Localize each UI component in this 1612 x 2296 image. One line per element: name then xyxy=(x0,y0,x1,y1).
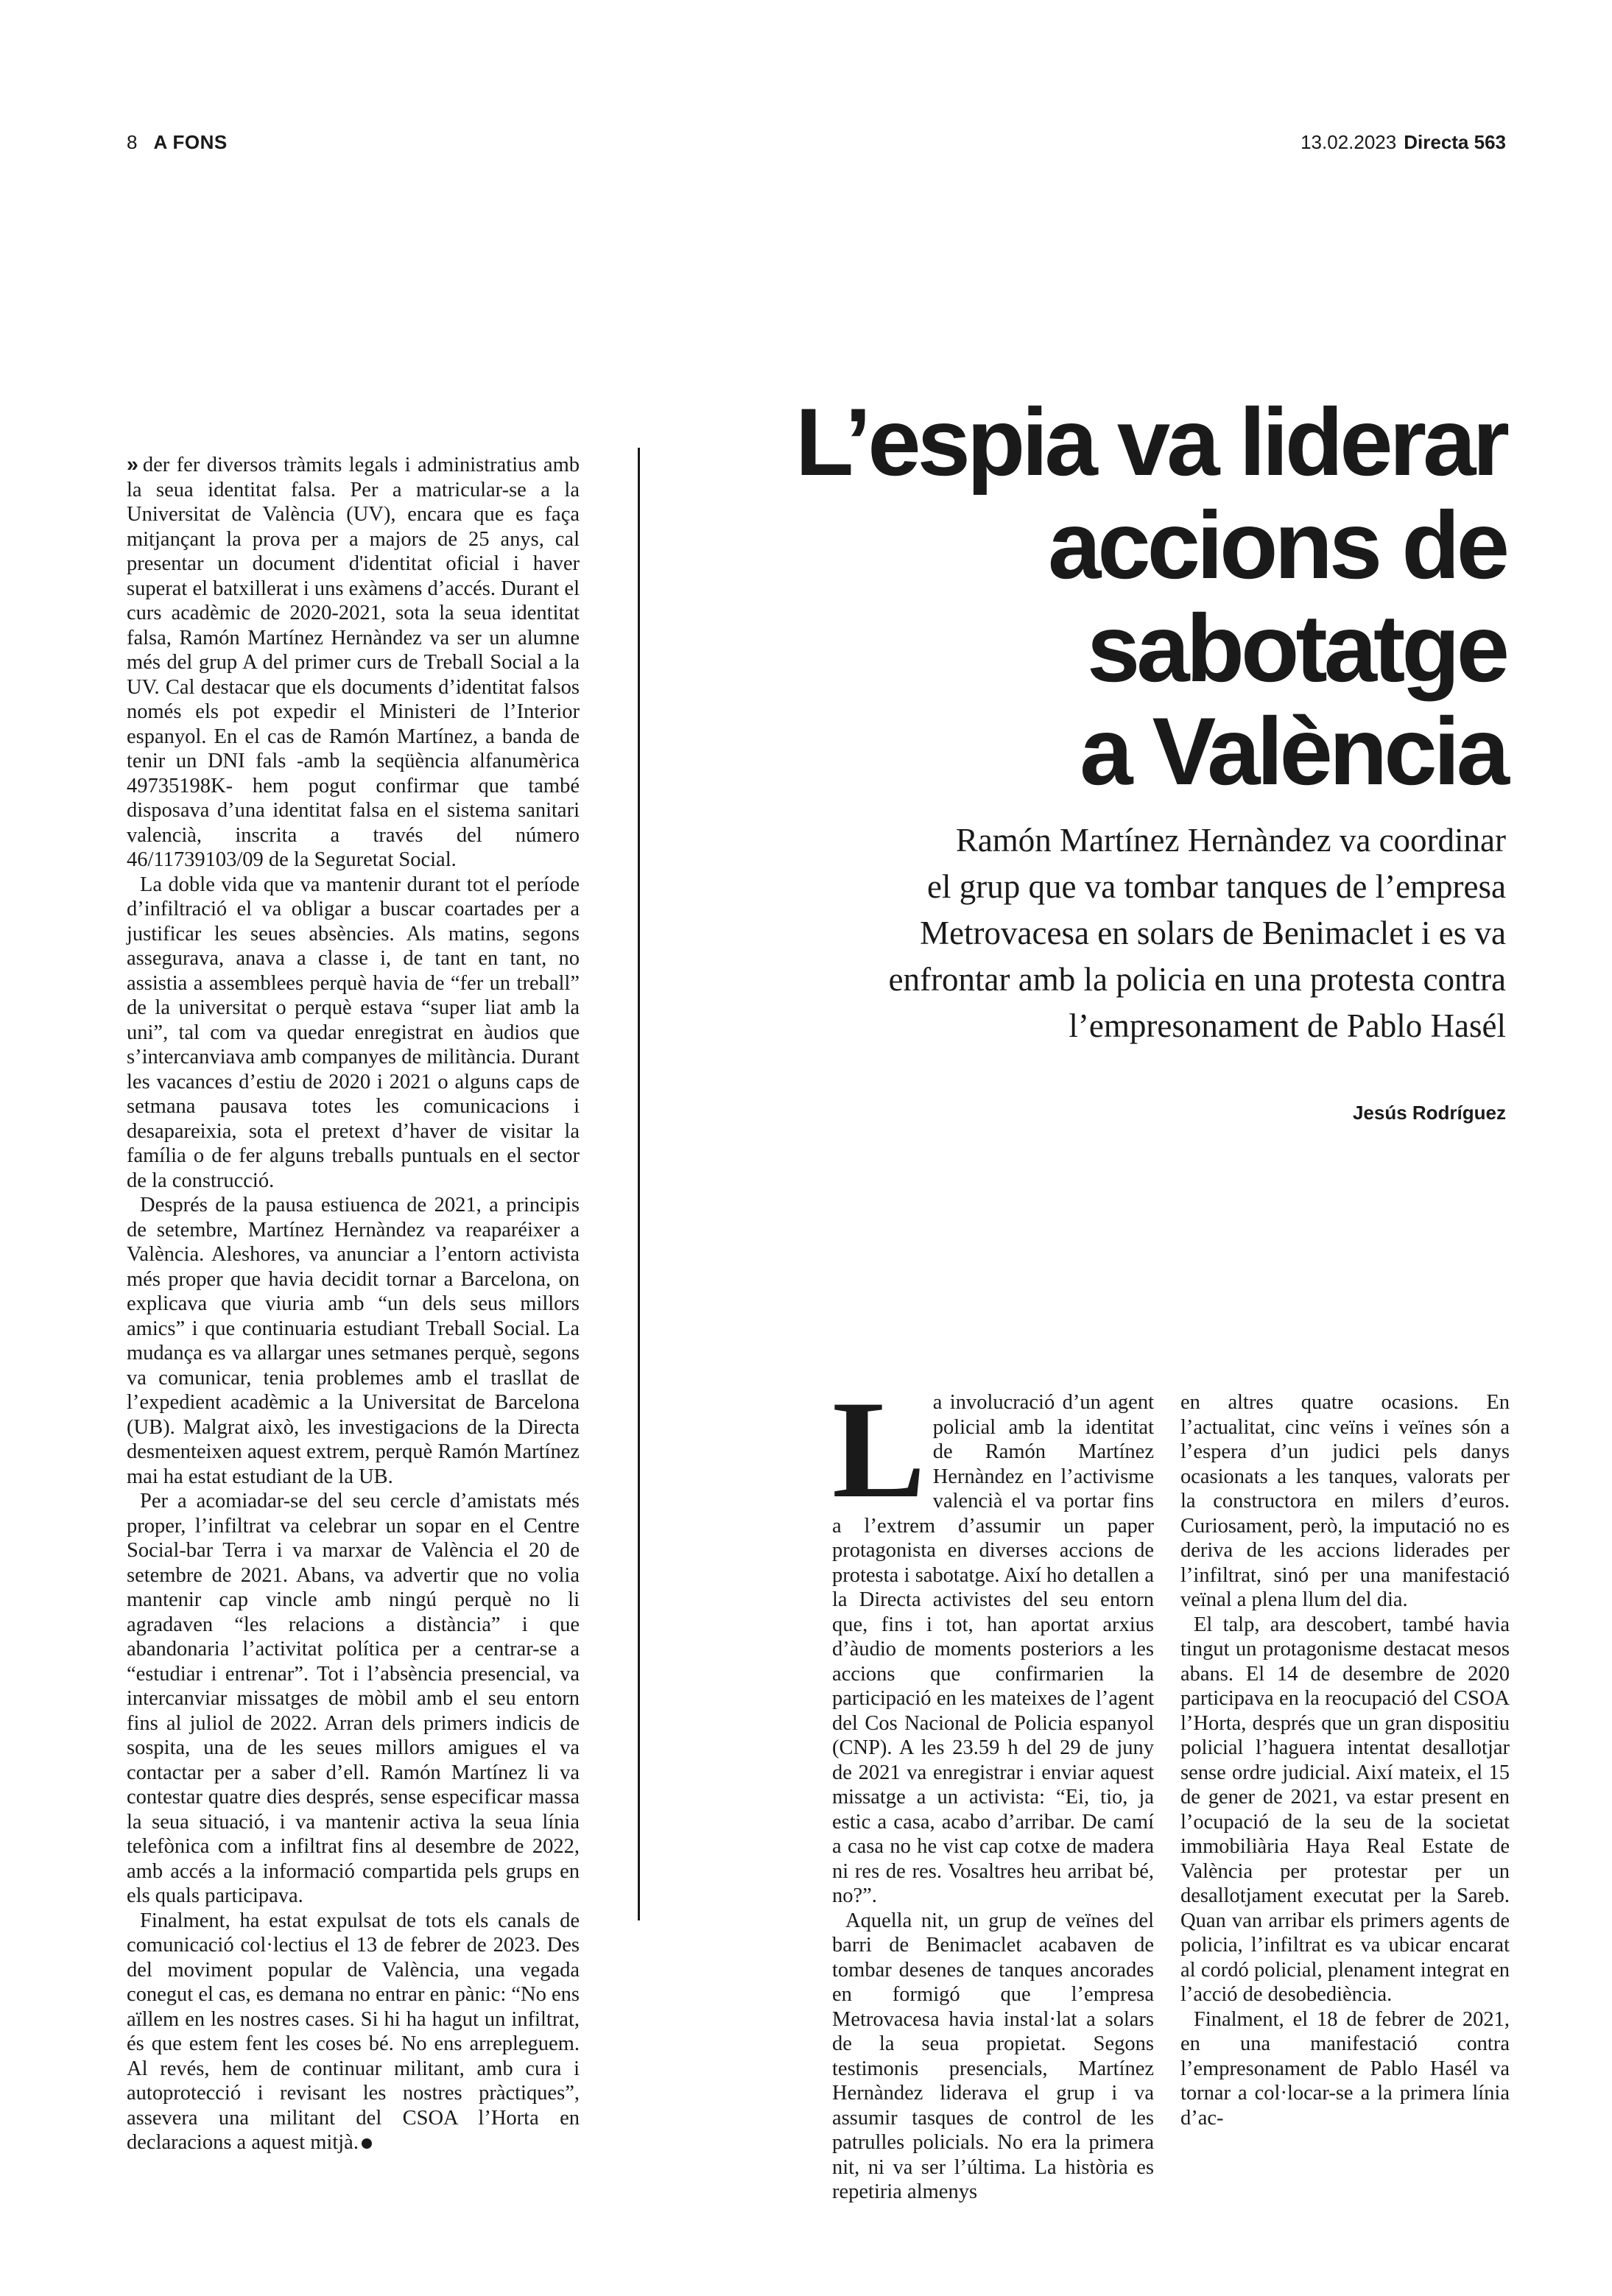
headline xyxy=(578,390,1506,803)
left-paragraph xyxy=(127,453,580,873)
middle-column xyxy=(832,1373,1154,2205)
page-header-left xyxy=(127,131,228,154)
right-column xyxy=(1180,1390,1510,2130)
left-paragraph-text: der fer diversos tràmits legals i administratius amb la seua identitat falsa. Per a matricular-se a la Universitat de València (UV), encara que es faça mitjançant la prova per a majors de 25 anys, cal presentar un document d'identitat oficial i haver superat el batxillerat i uns exàmens d’accés. Durant el curs acadèmic de 2020-2021, sota la seua identitat falsa, Ramón Martínez Hernàndez va ser un alumne més del grup A del primer curs de Treball Social a la UV. Cal destacar que els documents d’identitat falsos només els pot expedir el Ministeri de l’Interior espanyol. En el cas de Ramón Martínez, a banda de tenir un DNI fals -amb la seqüència alfanumèrica 49735198K- hem pogut confirmar que també disposava d’una identitat falsa en el sistema sanitari valencià, inscrita a través del número 46/11739103/09 de la Seguretat Social. xyxy=(127,454,580,871)
middle-paragraph xyxy=(832,1373,1154,1909)
section-label: A FONS xyxy=(153,131,228,153)
end-of-article-icon xyxy=(362,2138,372,2149)
headline-line: sabotatge xyxy=(1086,594,1506,702)
middle-paragraph-text: a involucració d’un agent policial amb la identitat de Ramón Martínez Hernàndez en l’activisme valencià el va portar fins a l’extrem d’assumir un paper protagonista en diverses accions de protesta i sabotatge. Així ho detallen a la Directa activistes del seu entorn que, fins i tot, han aportat arxius d’àudio de moments posteriors a les accions que confirmarien la participació en les mateixes de l’agent del Cos Nacional de Policia espanyol (CNP). A les 23.59 h del 29 de juny de 2021 va enregistrar i enviar aquest missatge a un activista: “Ei, tio, ja estic a casa, acabo d’arribar. De camí a casa no he vist cap cotxe de madera ni res de res. Vosaltres heu arribat bé, no?”. xyxy=(832,1391,1154,1907)
left-paragraph: Després de la pausa estiuenca de 2021, a principis de setembre, Martínez Hernàndez va reaparéixer a València. Aleshores, va anunciar a l’entorn activista més proper que havia decidit tornar a Barcelona, on explicava que viuria amb “un dels seus millors amics” i que continuaria estudiant Treball Social. La mudança es va allargar unes setmanes perquè, segons va comunicar, tenia problemes amb el trasllat de l’expedient acadèmic a la Universitat de Barcelona (UB). Malgrat això, les investigacions de la Directa desmenteixen aquest extrem, perquè Ramón Martínez mai ha estat estudiant de la UB. xyxy=(127,1194,580,1488)
standfirst xyxy=(600,817,1506,1049)
right-paragraph: El talp, ara descobert, també havia tingut un protagonisme destacat mesos abans. El 14 de desembre de 2020 participava en la reocupació del CSOA l’Horta, després que un gran dispositiu policial l’haguera intentat desallotjar sense ordre judicial. Així mateix, el 15 de gener de 2021, va estar present en l’ocupació de la seu de la societat immobiliària Haya Real Estate de València per protestar per un desallotjament executat per la Sareb. Quan van arribar els primers agents de policia, l’infiltrat es va ubicar encarat al cordó policial, plenament integrat en l’acció de desobediència. xyxy=(1180,1613,1510,2006)
left-paragraph xyxy=(127,1909,580,2155)
byline: Jesús Rodríguez xyxy=(1352,1102,1506,1124)
issue-date: 13.02.2023 xyxy=(1300,131,1397,153)
headline-line: accions de xyxy=(1048,491,1506,599)
standfirst-line: el grup que va tombar tanques de l’empresa xyxy=(927,868,1506,905)
headline-line: L’espia va liderar xyxy=(795,388,1506,496)
page-header-right xyxy=(1300,131,1506,154)
left-column xyxy=(127,453,580,2155)
publication-name: Directa 563 xyxy=(1404,131,1506,153)
standfirst-line: l’empresonament de Pablo Hasél xyxy=(1069,1007,1506,1044)
right-paragraph: Finalment, el 18 de febrer de 2021, en una manifestació contra l’empresonament de Pablo Hasél va tornar a col·locar-se a la primera línia d’ac- xyxy=(1180,2007,1510,2130)
left-paragraph: La doble vida que va mantenir durant tot el període d’infiltració el va obligar a buscar coartades per a justificar les seues absències. Als matins, segons assegurava, anava a classe i, de tant en tant, no assistia a assemblees perquè havia de “fer un treball” de la universitat o perquè estava “super liat amb la uni”, tal com va quedar enregistrat en àudios que s’intercanviava amb companyes de militància. Durant les vacances d’estiu de 2020 i 2021 o alguns caps de setmana pausava totes les comunicacions i desapareixia, sota el pretext d’haver de visitar la família o de fer alguns treballs puntuals en el sector de la construcció. xyxy=(127,873,580,1192)
standfirst-line: Metrovacesa en solars de Benimaclet i es va xyxy=(920,915,1506,951)
continuation-mark-icon: » xyxy=(127,453,138,476)
standfirst-line: enfrontar amb la policia en una protesta contra xyxy=(888,961,1506,998)
right-paragraph: en altres quatre ocasions. En l’actualitat, cinc veïns i veïnes són a l’espera d’un judici pels danys ocasionats a les tanques, valorats per la constructora en milers d’euros. Curiosament, però, la imputació no es deriva de les accions liderades per l’infiltrat, sinó per una manifestació veïnal a plena llum del dia. xyxy=(1180,1391,1510,1611)
headline-line: a València xyxy=(1080,697,1506,805)
page-number: 8 xyxy=(127,131,138,153)
middle-paragraph: Aquella nit, un grup de veïnes del barri de Benimaclet acabaven de tombar desenes de tanques ancorades en formigó que l’empresa Metrovacesa havia instal·lat a solars de la seua propietat. Segons testimonis presencials, Martínez Hernàndez liderava el grup i va assumir tasques de control de les patrulles policials. No era la primera nit, ni va ser l’última. La història es repetiria almenys xyxy=(832,1909,1154,2203)
standfirst-line: Ramón Martínez Hernàndez va coordinar xyxy=(955,822,1506,859)
drop-cap: L xyxy=(832,1373,926,1527)
left-paragraph: Per a acomiadar-se del seu cercle d’amistats més proper, l’infiltrat va celebrar un sopar en el Centre Social-bar Terra i va marxar de València el 20 de setembre de 2021. Abans, va advertir que no volia mantenir cap vincle amb ningú perquè no li agradaven “les relacions a distància” i que abandonaria l’activitat política per a centrar-se a “estudiar i entrenar”. Tot i l’absència presencial, va intercanviar missatges de mòbil amb el seu entorn fins al juliol de 2022. Arran dels primers indicis de sospita, una de les seues millors amigues el va contactar per a saber d’ell. Ramón Martínez li va contestar quatre dies després, sense especificar massa la seua situació, i va mantenir activa la seua línia telefònica com a infiltrat fins al desembre de 2022, amb accés a la informació compartida pels grups en els quals participava. xyxy=(127,1490,580,1907)
left-paragraph-text: Finalment, ha estat expulsat de tots els canals de comunicació col·lectius el 13 de febrer de 2023. Des del moviment popular de València, una vegada conegut el cas, es demana no entrar en pànic: “No ens aïllem en les nostres cases. Si hi ha hagut un infiltrat, és que estem fent les coses bé. No ens arrepleguem. Al revés, hem de continuar militant, amb cura i autoprotecció i revisant les nostres pràctiques”, assevera una militant del CSOA l’Horta en declaracions a aquest mitjà. xyxy=(127,1909,580,2154)
